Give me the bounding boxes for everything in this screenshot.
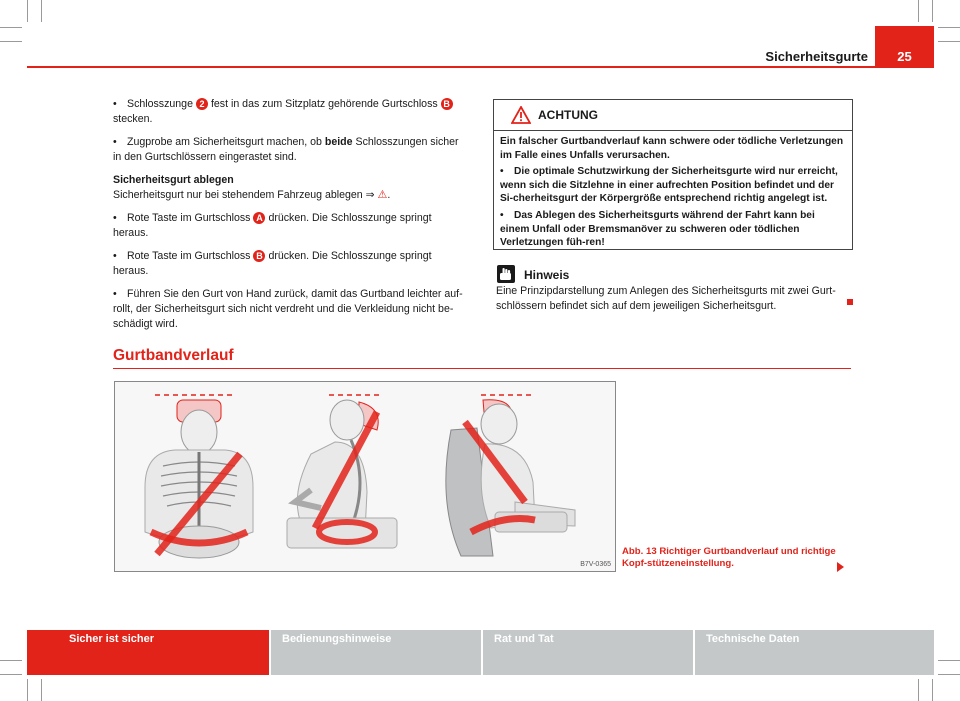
bullet-dot: •	[113, 212, 117, 224]
page-number: 25	[897, 49, 912, 64]
note-text: Eine Prinzipdarstellung zum Anlegen des Sicherheitsgurts mit zwei Gurt-schlössern befindet sich auf dem jeweiligen Sicherheitsgurt.	[496, 285, 836, 312]
footer-tab-technische-daten[interactable]: Technische Daten	[695, 630, 934, 675]
warning-reference-icon[interactable]: ⚠	[377, 189, 388, 201]
crop-mark	[918, 679, 919, 701]
intro-paragraph: Sicherheitsgurt nur bei stehendem Fahrzeug ablegen ⇒ ⚠.	[113, 189, 391, 201]
footer-tab-rat-und-tat[interactable]: Rat und Tat	[483, 630, 693, 675]
figure-rear-view	[145, 400, 253, 558]
header-rule	[27, 66, 934, 68]
note-title: Hinweis	[524, 268, 570, 282]
crop-mark	[0, 660, 22, 661]
footer-tab-sicher-ist-sicher[interactable]: Sicher ist sicher	[27, 630, 269, 675]
section-rule	[113, 368, 851, 369]
continue-arrow-icon	[837, 562, 844, 572]
figure-seated-view	[446, 400, 575, 556]
callout-marker: A	[253, 212, 265, 224]
warning-header	[494, 100, 852, 131]
bullet-item: • Schlosszunge 2 fest in das zum Sitzplatz gehörende Gurtschloss B stecken.	[113, 97, 468, 127]
crop-mark	[938, 41, 960, 42]
bullet-dot: •	[113, 288, 117, 300]
crop-mark	[0, 674, 22, 675]
crop-mark	[27, 679, 28, 701]
crop-mark	[932, 0, 933, 22]
subheading: Sicherheitsgurt ablegen	[113, 174, 234, 186]
warning-intro: Ein falscher Gurtbandverlauf kann schwere oder tödliche Verletzungen im Falle eines Unfalls verursachen.	[500, 136, 844, 161]
warning-bullet: • Das Ablegen des Sicherheitsgurts während der Fahrt kann bei einem Unfall oder Bremsmanöver zu schweren oder tödlichen Verletzungen füh-ren!	[500, 209, 815, 249]
figure-code: B7V-0365	[580, 561, 611, 568]
crop-mark	[938, 27, 960, 28]
section-title: Gurtbandverlauf	[113, 347, 234, 364]
crop-mark	[0, 41, 22, 42]
bullet-item: • Rote Taste im Gurtschloss A drücken. Die Schlosszunge springt heraus.	[113, 212, 432, 239]
warning-body	[494, 131, 852, 250]
warning-bullet: • Die optimale Schutzwirkung der Sicherheitsgurte wird nur erreicht, wenn sich die Sitzlehne in einer aufrechten Position befindet und der Si-cherheitsgurt der Körpergröße entsprechend richtig angelegt ist.	[500, 166, 838, 205]
bullet-item: • Führen Sie den Gurt von Hand zurück, damit das Gurtband leichter auf-rollt, der Sicherheitsgurt sich nicht verdreht und die Verkleidung nicht be-schädigt wird.	[113, 288, 463, 330]
figure-illustration	[114, 381, 616, 572]
warning-box	[493, 99, 853, 250]
note-hand-icon	[497, 265, 515, 283]
callout-marker: 2	[196, 98, 208, 110]
crop-mark	[932, 679, 933, 701]
crop-mark	[938, 674, 960, 675]
bullet-item: • Zugprobe am Sicherheitsgurt machen, ob beide Schlosszungen sicher in den Gurtschlössern eingerastet sind.	[113, 136, 459, 163]
bullet-dot: •	[113, 250, 117, 262]
crop-mark	[918, 0, 919, 22]
figure-caption: Abb. 13 Richtiger Gurtbandverlauf und richtige Kopf-stützeneinstellung.	[622, 546, 836, 569]
bullet-dot: •	[500, 166, 504, 178]
footer-tab-bedienungshinweise[interactable]: Bedienungshinweise	[271, 630, 481, 675]
bullet-item: • Rote Taste im Gurtschloss B drücken. Die Schlosszunge springt heraus.	[113, 250, 432, 277]
bullet-dot: •	[113, 136, 117, 148]
warning-title: ACHTUNG	[538, 108, 598, 122]
seatbelt-illustration	[115, 382, 615, 571]
left-column	[113, 97, 468, 340]
callout-marker: B	[253, 250, 265, 262]
figure-side-view	[287, 400, 397, 548]
callout-marker: B	[441, 98, 453, 110]
bullet-dot: •	[500, 209, 504, 221]
crop-mark	[0, 27, 22, 28]
crop-mark	[27, 0, 28, 22]
crop-mark	[41, 0, 42, 22]
running-title: Sicherheitsgurte	[765, 49, 868, 64]
bullet-dot: •	[113, 98, 117, 110]
crop-mark	[41, 679, 42, 701]
warning-triangle-icon	[511, 106, 531, 124]
section-end-marker	[847, 299, 853, 305]
crop-mark	[938, 660, 960, 661]
